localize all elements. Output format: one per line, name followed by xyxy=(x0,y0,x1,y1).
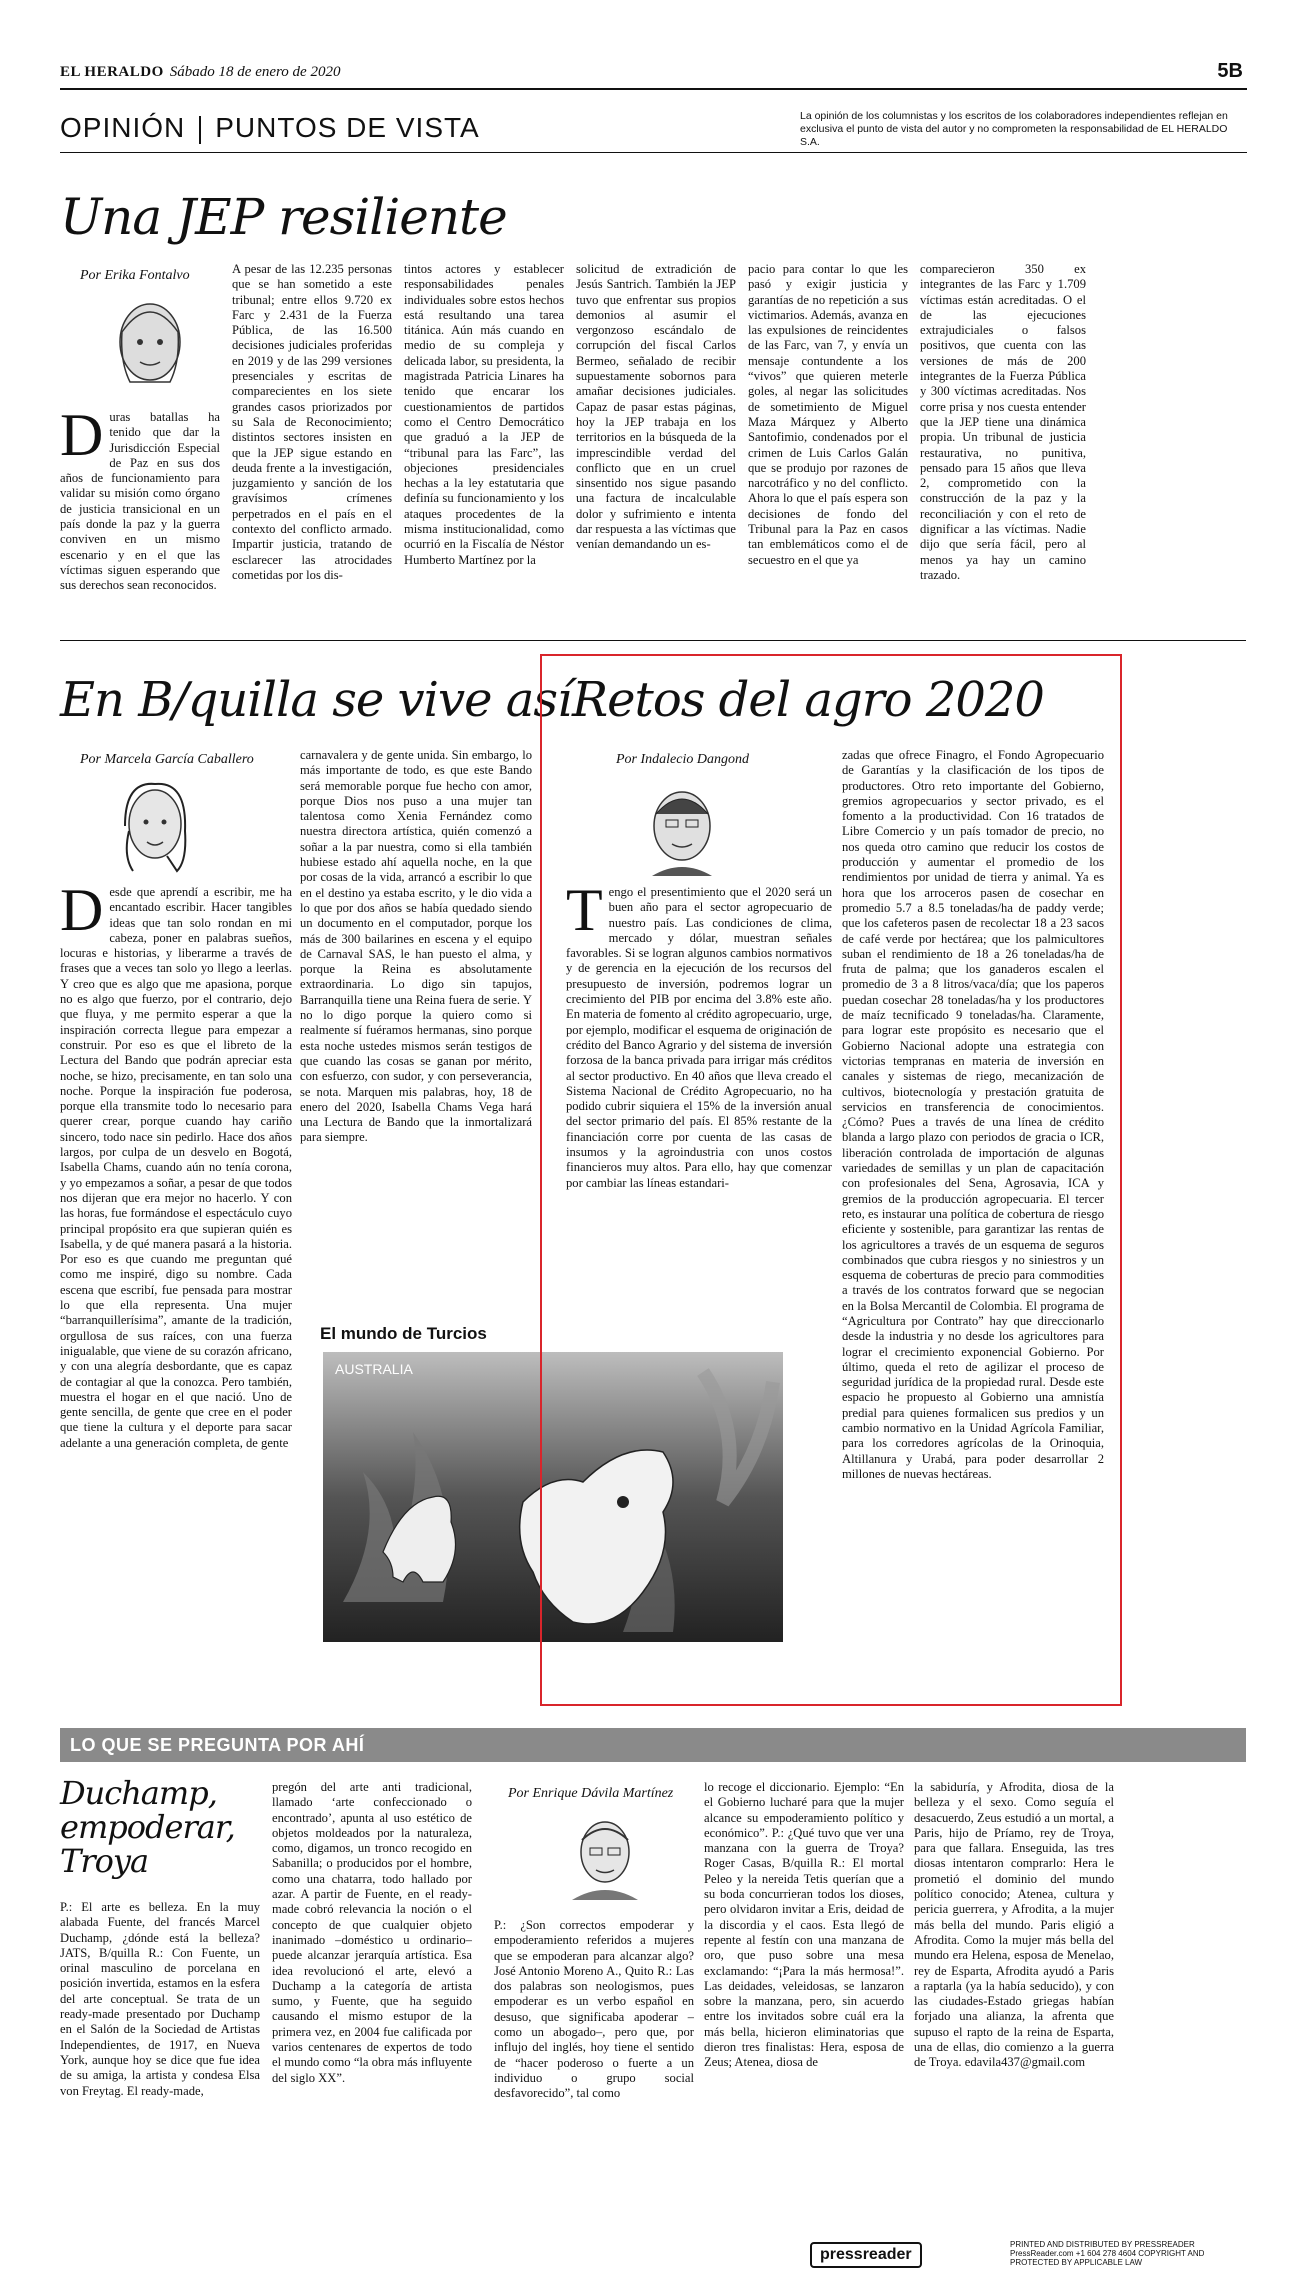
article3-byline: Por Indalecio Dangond xyxy=(616,752,749,767)
section-rule xyxy=(60,152,1247,153)
article1-col4: solicitud de extradición de Jesús Santrich. También la JEP tuvo que enfrentar sus propios demonios al asumir el vergonzoso escándalo de corrupción del fiscal Carlos Bermeo, señalado de recibir supuestamente sobornos para amañar decisiones judiciales. Capaz de pasar estas páginas, hoy la JEP trabaja en los territorios en la búsqueda de la imprescindible verdad del conflicto que en un cruel sinsentido nos sigue pasando una factura de incalculable dolor y sufrimiento e intenta dar respuesta a las víctimas que venían demandando un es- xyxy=(576,262,736,552)
author-portrait-davila xyxy=(560,1810,650,1900)
cartoon-label: AUSTRALIA xyxy=(335,1361,413,1377)
article3-col1: Tengo el presentimiento que el 2020 será un buen año para el sector agropecuario de nuestro país. Las condiciones de clima, mercado y dólar, muestran señales favorables. Si se logran algunos cambios normativos y de gerencia en la ejecución de los recursos del presupuesto de inversión, podremos lograr un crecimiento del PIB por encima del 3.8% este año. En materia de fomento al crédito agropecuario, urge, por ejemplo, modificar el esquema de originación de crédito del Banco Agrario y del sistema de inversión forzosa de la banca privada para irrigar más créditos al sector productivo. En 40 años que lleva creado el Sistema Nacional de Crédito Agropecuario, no ha podido cubrir siquiera el 15% de la inversión anual del sector primario del país. El 85% restante de la financiación corre por cuenta de las casas de insumos y la agroindustria con unos costos financieros muy altos. Para ello, hay que comenzar por cambiar las líneas estandari- xyxy=(566,885,832,1190)
cartoon-title: El mundo de Turcios xyxy=(320,1324,487,1343)
article1-col5: pacio para contar lo que les pasó y exigir justicia y garantías de no repetición a sus victimarios. Además, avanza en las expulsiones de reincidentes de las Farc, van 7, y envía un mensaje contundente a los “vivos” que quieren meterle goles, al negar las solicitudes de sometimiento de Miguel Maza Márquez y Alberto Santofimio, condenados por el crimen de Luis Carlos Galán que se produjo por razones de narcotráfico y no del conflicto. Ahora lo que el país espera son decisiones de fondo del Tribunal para la Paz en casos tan emblemáticos como el de secuestro en el que ya xyxy=(748,262,908,567)
pressreader-notice: PRINTED AND DISTRIBUTED BY PRESSREADER PressReader.com +1 604 278 4604 COPYRIGHT AND PROTECTED BY APPLICABLE LAW xyxy=(1010,2240,1205,2267)
masthead xyxy=(60,64,340,81)
article2-col1: Desde que aprendí a escribir, me ha encantado escribir. Hacer tangibles ideas que tan solo rondan en mi cabeza, poner en palabras sueños, locuras e historias, y liberarme a través de frases que a veces tan solo yo llego a leerlas. Y creo que es algo que me apasiona, porque no es algo que fuerzo, por el contrario, dejo que fluya, y me permito esperar a que la inspiración correcta llegue para empezar a construir. Por eso es que el libreto de la Lectura del Bando que podrán apreciar esta noche, se hizo, precisamente, en tan solo una noche. Porque la inspiración fue poderosa, porque ella transmite todo lo necesario para querer crear, porque cuando hay cariño sincero, todo nace sin pedirlo. Hace dos años largos, por culpa de un desvelo en Bogotá, Isabella Chams, cuando aún no tenía corona, y yo empezamos a soñar, a pesar de que todos nos dijeran que era mejor no hacerlo. Y con las horas, fue formándose el espectáculo cuyo principal propósito era que supieran quién es Isabella, y de qué manera pasará a la historia. Por eso es que cuando me preguntan qué como me inspiré, digo su nombre. Cada escena que escribí, fue pensada para mostrar lo que ella representa. Una mujer “barranquillerísima”, amante de la tradición, orgullosa de sus raíces, con una fuerza inigualable, que viene de su corazón africano, y con una alegría desbordante, que es capaz de contagiar al que la conozca. Pero también, muestra el hogar en el que nació. Uno de gente sencilla, de gente que cree en el poder que tiene la cultura y el deporte para sacar adelante a una generación completa, de gente xyxy=(60,885,292,1450)
article1-col6: comparecieron 350 ex integrantes de las Farc y 1.709 víctimas están acreditadas. O el de las ejecuciones extrajudiciales o falsos positivos, que cuenta con las versiones de más de 200 integrantes de la Fuerza Pública y 300 víctimas acreditadas. Nos corre prisa y nos cuesta entender que la JEP tiene una dinámica propia. Un tribunal de justicia restaurativa, no punitiva, pensado para 15 años que lleva 2, comprometido con la construcción de la paz y la reconciliación y con el reto de dignificar a las víctimas. Nadie dijo que sería fácil, pero al menos ya hay un camino trazado. xyxy=(920,262,1086,582)
paper-name: EL HERALDO xyxy=(60,64,164,80)
article4-col3: P.: ¿Son correctos empoderar y empoderamiento referidos a mujeres que se empoderan para alcanzar algo? José Antonio Moreno A., Quito R.: Las dos palabras son neologismos, pues empoderar es un verbo español en desuso, que significaba apoderar –como un abogado–, pero que, por influjo del inglés, hoy tiene el sentido de “hacer poderoso o fuerte a un individuo o grupo social desfavorecido”, tal como xyxy=(494,1918,694,2101)
section-header xyxy=(60,112,480,144)
section-right: PUNTOS DE VISTA xyxy=(215,112,480,143)
author-portrait-garcia xyxy=(115,776,195,876)
top-rule xyxy=(60,88,1247,90)
article4-title: Duchamp, empoderar, Troya xyxy=(60,1774,235,1880)
article1-title: Una JEP resiliente xyxy=(60,188,507,246)
article3-col2: zadas que ofrece Finagro, el Fondo Agropecuario de Garantías y la clasificación de los tipos de productores. Otro reto importante del Gobierno, gremios agropecuarios y sector privado, es el fomento a la productividad. Con 16 tratados de Libre Comercio y un país tomador de precio, no nos queda otro camino que reducir los costos de producción y aumentar el promedio de los rendimientos por unidad de tierra y animal. Ya es hora que los arroceros pasen de cosechar en promedio 5.7 a 8.5 toneladas/ha de paddy verde; que los cafeteros pasen de recolectar 18 a 23 sacos de café verde por hectárea; que los palmicultores suban el rendimiento de 18 a 26 toneladas/ha de fruta de palma; que los ganaderos escalen el promedio de 3 a 8 litros/vaca/día; que los paperos puedan cosechar 28 toneladas/ha y los productores de maíz tecnificado 9 toneladas/ha. Claramente, para lograr este propósito es necesario que el Gobierno Nacional adopte una estrategia con victorias tempranas en materia de inversión en canales y sistemas de riego, mecanización de cultivos, biotecnología y prestación gratuita de servicios en transferencia de conocimientos. ¿Cómo? Pues a través de una línea de crédito blanda a largo plazo con periodos de gracia o ICR, liberación controlada de importación de algunas variedades de semillas y un plan de capacitación con profesionales del Sena, Agrosavia, ICA y gremios de la producción agropecuaria. El tercer reto, es instaurar una política de cobertura de riesgo eficiente y sostenible, para garantizar las rentas de los agricultores a través de un esquema de seguros combinados que cubra riesgos y no siniestros y un esquema de coberturas de precio para commodities a través de los contratos forward que se negocian en la Bolsa Mercantil de Colombia. El programa de “Agricultura por Contrato” hay que direccionarlo desde la industria y no desde los agricultores para lograr el crecimiento exponencial Gobierno. Por último, queda el reto de agilizar el proceso de seguridad jurídica de la propiedad rural. Desde este espacio he propuesto al Gobierno una amnistía predial para quienes formalicen sus predios y un cambio normativo en la Unidad Agrícola Familiar, para los corredores agrícolas de la Orinoquia, Altillanura y Urabá, para poder desarrollar 2 millones de nuevas hectáreas. xyxy=(842,748,1104,1481)
divider-1 xyxy=(60,640,1246,641)
disclaimer: La opinión de los columnistas y los escritos de los colaboradores independientes reflejan en exclusiva el punto de vista del autor y no comprometen la responsabilidad de EL HERALDO S.A. xyxy=(800,110,1228,148)
article4-col4: lo recoge el diccionario. Ejemplo: “En el Gobierno lucharé para que la mujer alcance su empoderamiento político y económico”. P.: ¿Qué tuvo que ver una manzana con la guerra de Troya? Roger Casas, B/quilla R.: El mortal Peleo y la nereida Tetis querían que a su boda concurrieran todos los dioses, pero olvidaron invitar a Eris, deidad de la discordia y el caos. Esta llegó de repente al festín con una manzana de oro, que puso sobre una mesa exclamando: “¡Para la más hermosa!”. Las deidades, veleidosas, se lanzaron sobre la manzana, pero, sin acuerdo entre los invitados sobre cuál era la más bella, hicieron eliminatorias que dieron tres finalistas: Hera, esposa de Zeus; Atenea, diosa de xyxy=(704,1780,904,2070)
section-banner: LO QUE SE PREGUNTA POR AHÍ xyxy=(60,1728,1246,1762)
article4-col5: la sabiduría, y Afrodita, diosa de la belleza y el sexo. Como seguía el desacuerdo, Zeus estudió a un mortal, a Paris, hijo de Príamo, rey de Troya, para que fallara. Enseguida, las tres diosas intentaron comprarlo: Hera le prometió el dominio del mundo político conocido; Atenea, cultura y pericia guerrera, y Afrodita, a la mujer más bella del mundo. Paris eligió a Afrodita. Como la mujer más bella del mundo era Helena, esposa de Menelao, rey de Esparta, Afrodita ayudó a Paris a raptarla (ya la había seducido), y con las ciudades-Estado griegas habían forjado una alianza, la afrenta que supuso el rapto de la reina de Esparta, una de ellas, dio comienzo a la guerra de Troya. edavila437@gmail.com xyxy=(914,1780,1114,2070)
article4-col2: pregón del arte anti tradicional, llamado ‘arte confeccionado o encontrado’, apunta al uso estético de objetos moldeados por la naturaleza, como, digamos, un tronco recogido en Sabanilla; o producidos por el hombre, como una chatarra, todo hallado por azar. A partir de Fuente, en el ready-made cobró relevancia la noción o el concepto de que cualquier objeto inanimado –doméstico u ordinario– puede alcanzar jerarquía artística. Esa idea revolucionó el arte, elevó a Duchamp a la categoría de artista sumo, y Fuente, que ha seguido causando el mismo estupor de la primera vez, en 2004 fue calificada por varios centenares de expertos de todo el mundo como “la obra más influyente del siglo XX”. xyxy=(272,1780,472,2085)
author-portrait-dangond xyxy=(642,776,722,876)
article1-byline: Por Erika Fontalvo xyxy=(80,268,190,283)
article2-byline: Por Marcela García Caballero xyxy=(80,752,254,767)
pressreader-logo: pressreader xyxy=(810,2242,922,2268)
article1-col1: Duras batallas ha tenido que dar la Jurisdicción Especial de Paz en sus dos años de funcionamiento para validar su misión como órgano de justicia transicional en un país donde la paz y la guerra conviven en un mismo escenario y en el que las víctimas siguen esperando que sus derechos sean reconocidos. xyxy=(60,410,220,593)
page-number: 5B xyxy=(1217,60,1243,82)
article4-col1: P.: El arte es belleza. En la muy alabada Fuente, del francés Marcel Duchamp, ¿dónde está la belleza? JATS, B/quilla R.: Con Fuente, un orinal masculino de porcelana en posición invertida, estamos en la esfera del arte conceptual. Se trata de un ready-made presentado por Duchamp en el Salón de la Sociedad de Artistas Independientes, de 1917, en Nueva York, aunque hoy se dice que fue idea de su amiga, la artista y condesa Elsa von Freytag. El ready-made, xyxy=(60,1900,260,2098)
section-divider xyxy=(199,116,201,144)
article1-col2: A pesar de las 12.235 personas que se han sometido a este tribunal; entre ellos 9.720 ex Farc y 2.431 de la Fuerza Pública, de las 16.500 decisiones judiciales proferidas en 2019 y de las 299 versiones presenciales y escritas de comparecientes en los siete grandes casos priorizados por su Sala de Reconocimiento; distintos sectores insisten en que la JEP sigue estando en deuda frente a la investigación, juzgamiento y sanción de los gravísimos crímenes perpetrados en el país en el contexto del conflicto armado. Impartir justicia, tratando de esclarecer las atrocidades cometidas por los dis- xyxy=(232,262,392,582)
article1-col3: tintos actores y establecer responsabilidades penales individuales sobre estos hechos está resultando una tarea titánica. Aún más cuando en medio de su compleja y delicada labor, su presidenta, la magistrada Patricia Linares ha tenido que encarar los cuestionamientos de partidos como el Centro Democrático que graduó a la JEP de “tribunal para las Farc”, las objeciones presidenciales hechas a la ley estatutaria que definía su funcionamiento y los ataques procedentes de la misma institucionalidad, como ocurrió en la Fiscalía de Néstor Humberto Martínez por la xyxy=(404,262,564,567)
author-portrait-fontalvo xyxy=(110,292,190,402)
pressreader-footer xyxy=(810,2238,1230,2272)
article3-title: Retos del agro 2020 xyxy=(572,672,1044,728)
section-left: OPINIÓN xyxy=(60,112,186,143)
article2-title: En B/quilla se vive así xyxy=(60,672,572,728)
article4-byline: Por Enrique Dávila Martínez xyxy=(508,1786,674,1801)
issue-date: Sábado 18 de enero de 2020 xyxy=(169,64,341,80)
article2-col2: carnavalera y de gente unida. Sin embargo, lo más importante de todo, es que este Bando será memorable porque fue hecho con amor, porque Dios nos puso a una mujer tan talentosa como Xenia Fernández como nuestra directora artística, quién comenzó a soñar a la par nuestra, como si ella también hubiese estado ahí aquella noche, en la que por cosas de la vida, arrancó a escribir lo que en el destino ya estaba escrito, y le dio vida a lo que por dos años se había quedado siendo un documento en el computador, porque los más de 300 bailarines en escena y el equipo de Carnaval SAS, le han puesto el alma, y porque la Reina es absolutamente extraordinaria. Lo digo sin tapujos, Barranquilla tiene una Reina fuera de serie. Y no lo digo porque la quiero como si realmente sí fuéramos hermanas, sino porque esta noche ustedes mismos serán testigos de que cuando las cosas se ganan por mérito, con esfuerzo, con sudor, y con perseverancia, se nota. Marquen mis palabras, hoy, 18 de enero del 2020, Isabella Chams Vega hará una Lectura de Bando que la inmortalizará para siempre. xyxy=(300,748,532,1145)
